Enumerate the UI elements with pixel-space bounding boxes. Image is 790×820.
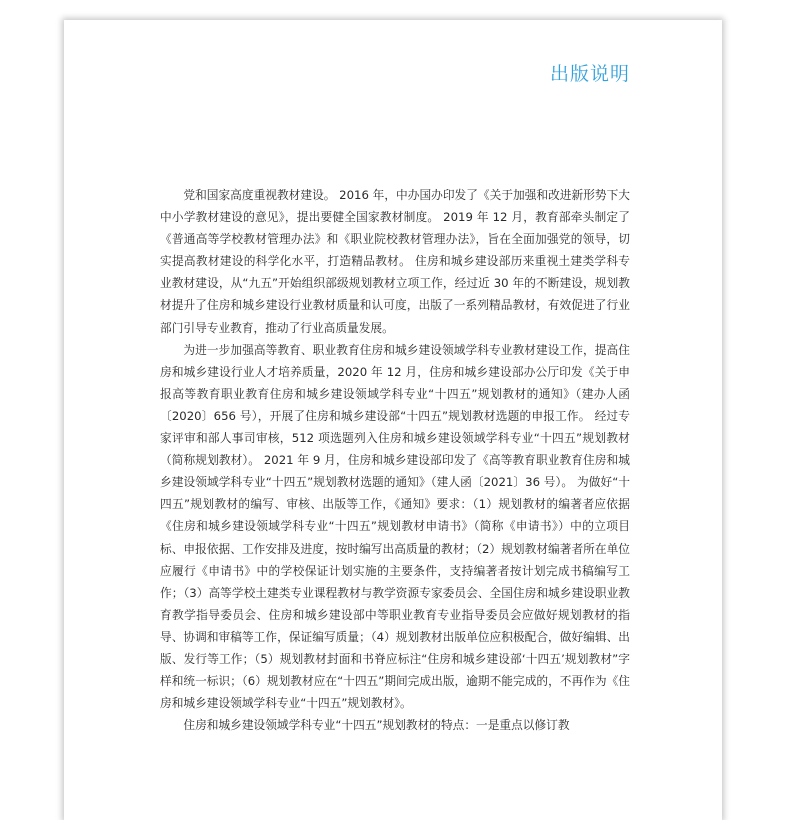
page-title: 出版说明 [549, 63, 630, 85]
paragraph-3: 住房和城乡建设领域学科专业“十四五”规划教材的特点：一是重点以修订教 [183, 718, 570, 733]
body-text [160, 184, 630, 736]
paragraph-1: 党和国家高度重视教材建设。 2016 年，中办国办印发了《关于加强和改进新形势下大中小学教材建设的意见》，提出要健全国家教材制度。 2019 年 12 月，教育部牵头制定了《普通高等学校教材管理办法》和《职业院校教材管理办法》，旨在全面加强党的领导，切实提高教材建设的科学化水平，打造精品教材。 住房和城乡建设部历来重视土建类学科专业教材建设，从“九五”开始组织部级规划教材立项工作，经过近 30 年的不断建设，规划教材提升了住房和城乡建设行业教材质量和认可度，出版了一系列精品教材，有效促进了行业部门引导专业教育，推动了行业高质量发展。 [160, 188, 630, 335]
paragraph-2: 为进一步加强高等教育、职业教育住房和城乡建设领域学科专业教材建设工作，提高住房和城乡建设行业人才培养质量，2020 年 12 月，住房和城乡建设部办公厅印发《关于申报高等教育职业教育住房和城乡建设领域学科专业“十四五”规划教材的通知》（建办人函〔2020〕656 号），开展了住房和城乡建设部“十四五”规划教材选题的申报工作。 经过专家评审和部人事司审核，512 项选题列入住房和城乡建设领域学科专业“十四五”规划教材（简称规划教材）。 2021 年 9 月，住房和城乡建设部印发了《高等教育职业教育住房和城乡建设领域学科专业“十四五”规划教材选题的通知》（建人函〔2021〕36 号）。 为做好“十四五”规划教材的编写、审核、出版等工作，《通知》要求：（1）规划教材的编著者应依据《住房和城乡建设领域学科专业“十四五”规划教材申请书》（简称《申请书》）中的立项目标、申报依据、工作安排及进度，按时编写出高质量的教材；（2）规划教材编著者所在单位应履行《申请书》中的学校保证计划实施的主要条件，支持编著者按计划完成书稿编写工作；（3）高等学校土建类专业课程教材与教学资源专家委员会、全国住房和城乡建设职业教育教学指导委员会、住房和城乡建设部中等职业教育专业指导委员会应做好规划教材的指导、协调和审稿等工作，保证编写质量；（4）规划教材出版单位应积极配合，做好编辑、出版、发行等工作；（5）规划教材封面和书脊应标注“住房和城乡建设部‘十四五’规划教材”字样和统一标识；（6）规划教材应在“十四五”期间完成出版，逾期不能完成的，不再作为《住房和城乡建设领域学科专业“十四五”规划教材》。 [160, 342, 630, 711]
